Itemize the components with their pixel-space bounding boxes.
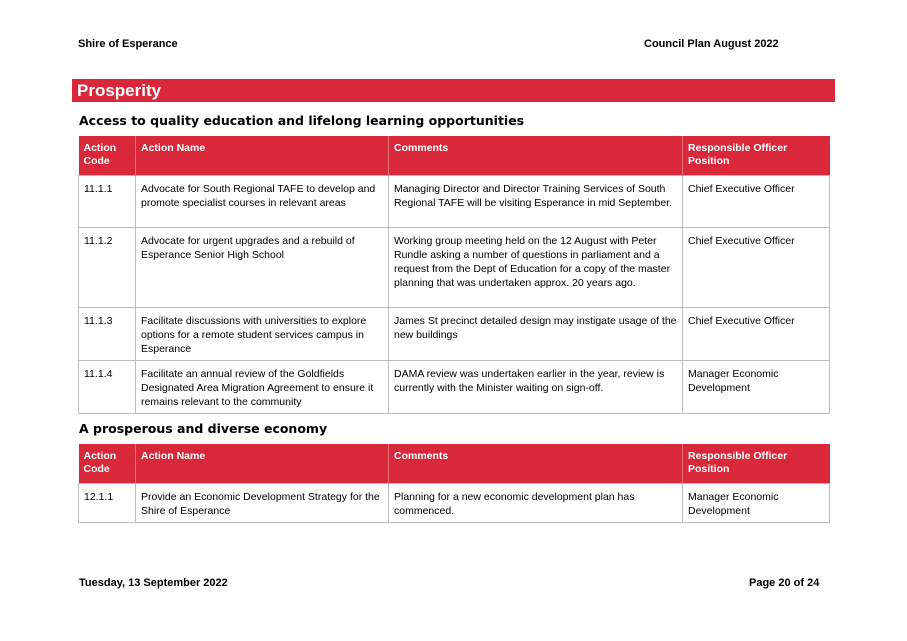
table-row: [79, 227, 830, 307]
action-code: 11.1.2: [79, 227, 136, 307]
table-row: [79, 307, 830, 360]
action-comments: Planning for a new economic development plan has commenced.: [389, 483, 683, 522]
responsible-officer: Manager Economic Development: [683, 360, 830, 413]
responsible-officer: Manager Economic Development: [683, 483, 830, 522]
action-name: Advocate for urgent upgrades and a rebuild of Esperance Senior High School: [136, 227, 389, 307]
table-row: [79, 360, 830, 413]
action-name: Advocate for South Regional TAFE to develop and promote specialist courses in relevant areas: [136, 175, 389, 227]
footer-date: Tuesday, 13 September 2022: [79, 577, 228, 589]
table-row: [79, 483, 830, 522]
header-organisation: Shire of Esperance: [78, 38, 178, 50]
actions-table-economy: [78, 444, 830, 523]
action-code: 12.1.1: [79, 483, 136, 522]
column-header-code: Action Code: [79, 444, 136, 483]
action-code: 11.1.3: [79, 307, 136, 360]
section-banner: Prosperity: [72, 79, 835, 102]
column-header-officer: Responsible Officer Position: [683, 444, 830, 483]
action-code: 11.1.1: [79, 175, 136, 227]
footer-page-number: Page 20 of 24: [749, 577, 820, 589]
section-heading-economy: A prosperous and diverse economy: [79, 421, 328, 436]
column-header-name: Action Name: [136, 444, 389, 483]
header-document-title: Council Plan August 2022: [644, 38, 779, 50]
action-code: 11.1.4: [79, 360, 136, 413]
action-comments: James St precinct detailed design may instigate usage of the new buildings: [389, 307, 683, 360]
column-header-code: Action Code: [79, 136, 136, 175]
actions-table-education: [78, 136, 830, 414]
action-name: Facilitate an annual review of the Goldfields Designated Area Migration Agreement to ensure it remains relevant to the community: [136, 360, 389, 413]
column-header-comments: Comments: [389, 136, 683, 175]
action-name: Facilitate discussions with universities to explore options for a remote student services campus in Esperance: [136, 307, 389, 360]
column-header-name: Action Name: [136, 136, 389, 175]
table-header-row: [79, 136, 830, 175]
column-header-comments: Comments: [389, 444, 683, 483]
action-name: Provide an Economic Development Strategy for the Shire of Esperance: [136, 483, 389, 522]
action-comments: Working group meeting held on the 12 August with Peter Rundle asking a number of questions in parliament and a request from the Dept of Education for a copy of the master planning that was undertaken approx. 20 years ago.: [389, 227, 683, 307]
responsible-officer: Chief Executive Officer: [683, 307, 830, 360]
responsible-officer: Chief Executive Officer: [683, 227, 830, 307]
section-heading-education: Access to quality education and lifelong learning opportunities: [79, 113, 525, 128]
column-header-officer: Responsible Officer Position: [683, 136, 830, 175]
responsible-officer: Chief Executive Officer: [683, 175, 830, 227]
table-header-row: [79, 444, 830, 483]
table-row: [79, 175, 830, 227]
action-comments: DAMA review was undertaken earlier in the year, review is currently with the Minister waiting on sign-off.: [389, 360, 683, 413]
action-comments: Managing Director and Director Training Services of South Regional TAFE will be visiting Esperance in mid September.: [389, 175, 683, 227]
